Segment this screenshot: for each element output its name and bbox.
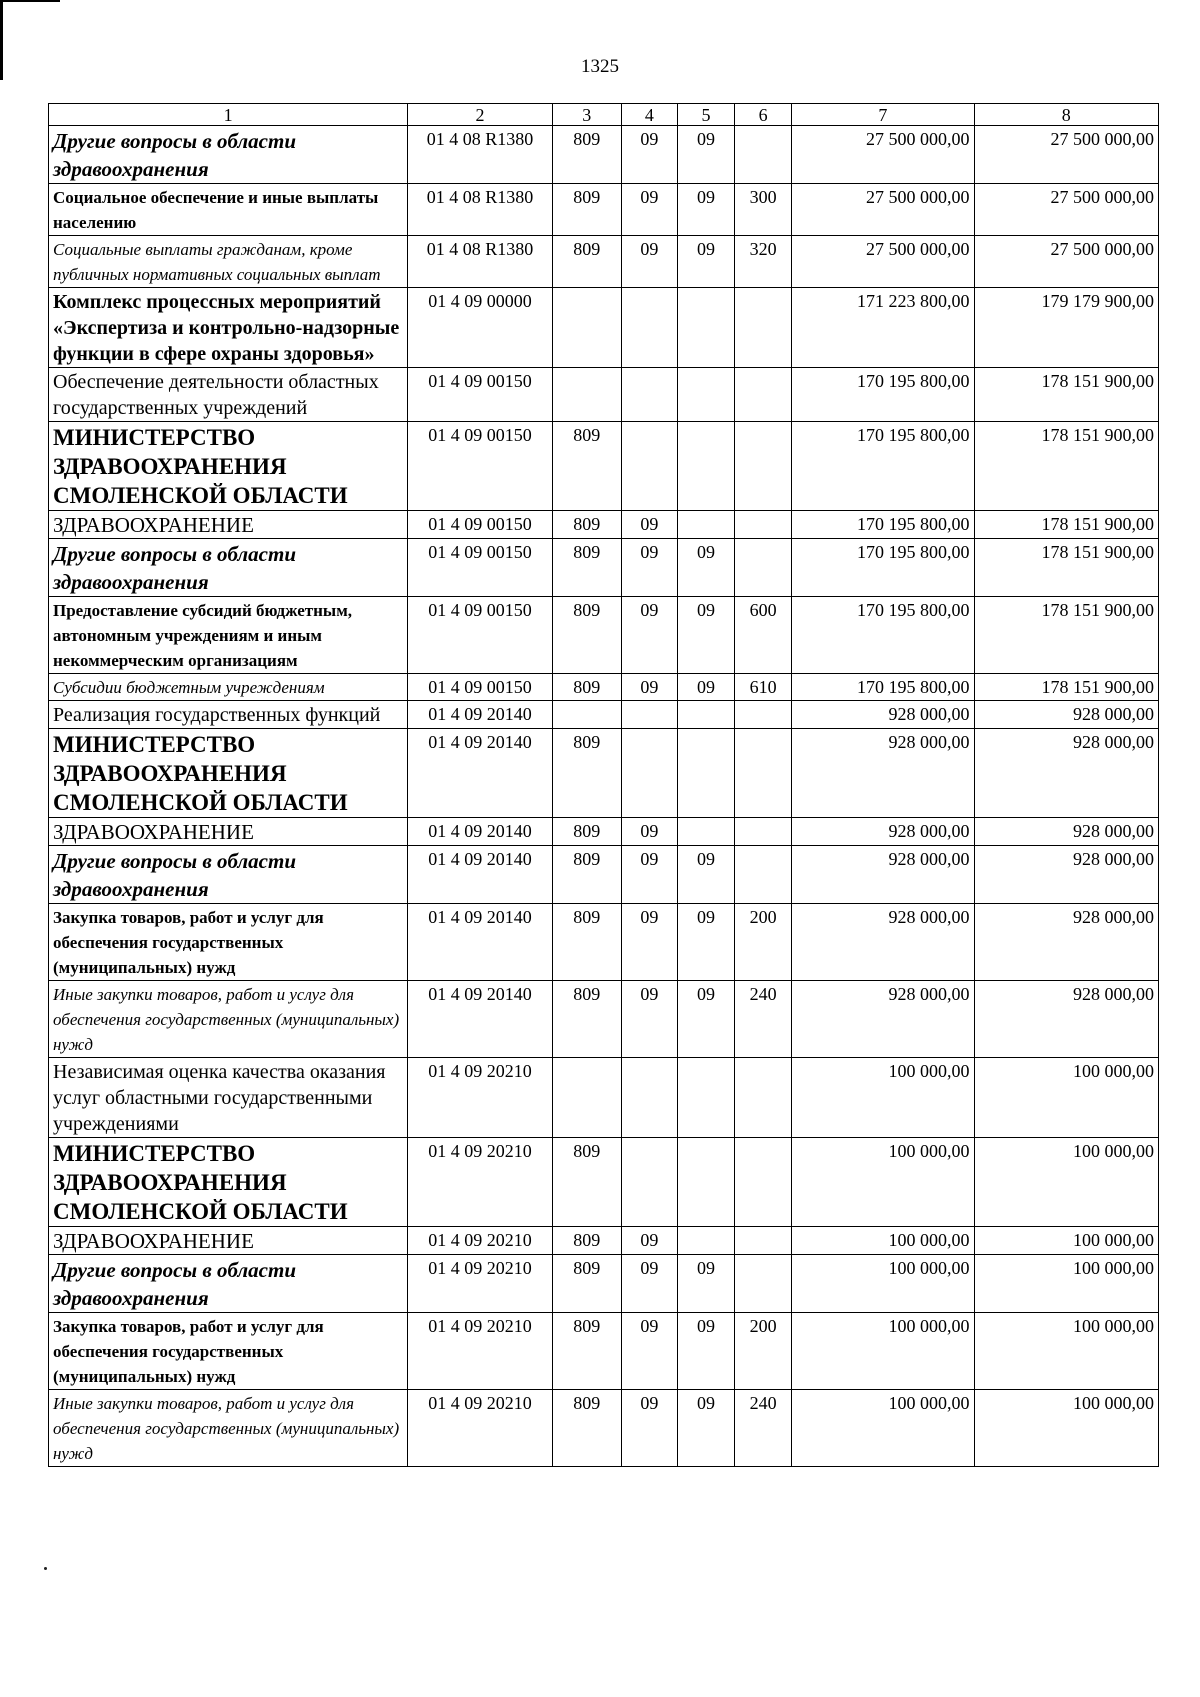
ministry-code-cell: [552, 288, 621, 368]
amount-col8-cell: 100 000,00: [974, 1390, 1159, 1467]
row-name-text: Комплекс процессных мероприятий «Экспертиза и контрольно-надзорные функции в сфере охраны здоровья»: [53, 291, 400, 365]
expense-type-cell: 320: [735, 236, 792, 288]
expense-type-cell: [735, 511, 792, 539]
target-code-cell: 01 4 09 00150: [408, 539, 553, 597]
amount-col7-cell: 170 195 800,00: [792, 674, 974, 701]
row-name-cell: [49, 126, 408, 184]
amount-col8-cell: 178 151 900,00: [974, 368, 1159, 422]
section-code-cell: [621, 1138, 677, 1227]
amount-col8-cell: 928 000,00: [974, 818, 1159, 846]
table-row: [49, 184, 1159, 236]
expense-type-cell: 240: [735, 981, 792, 1058]
subsection-code-cell: 09: [677, 184, 734, 236]
subsection-code-cell: [677, 818, 734, 846]
ministry-code-cell: 809: [552, 1255, 621, 1313]
subsection-code-cell: 09: [677, 1255, 734, 1313]
target-code-cell: 01 4 09 20210: [408, 1255, 553, 1313]
amount-col7-cell: 928 000,00: [792, 981, 974, 1058]
amount-col8-cell: 100 000,00: [974, 1313, 1159, 1390]
row-name-text: ЗДРАВООХРАНЕНИЕ: [53, 820, 254, 844]
amount-col8-cell: 178 151 900,00: [974, 422, 1159, 511]
target-code-cell: 01 4 09 20210: [408, 1313, 553, 1390]
amount-col8-cell: 178 151 900,00: [974, 511, 1159, 539]
amount-col8-cell: 179 179 900,00: [974, 288, 1159, 368]
row-name-text: МИНИСТЕРСТВО ЗДРАВООХРАНЕНИЯ СМОЛЕНСКОЙ ОБЛАСТИ: [53, 1141, 348, 1224]
amount-col7-cell: 100 000,00: [792, 1313, 974, 1390]
amount-col7-cell: 171 223 800,00: [792, 288, 974, 368]
subsection-code-cell: 09: [677, 539, 734, 597]
expense-type-cell: 200: [735, 904, 792, 981]
subsection-code-cell: [677, 1058, 734, 1138]
ministry-code-cell: 809: [552, 674, 621, 701]
budget-table: [48, 103, 1159, 1467]
section-code-cell: 09: [621, 511, 677, 539]
row-name-cell: [49, 539, 408, 597]
row-name-cell: [49, 1313, 408, 1390]
row-name-text: Другие вопросы в области здравоохранения: [53, 542, 297, 594]
amount-col7-cell: 27 500 000,00: [792, 184, 974, 236]
row-name-cell: [49, 184, 408, 236]
amount-col8-cell: 27 500 000,00: [974, 126, 1159, 184]
row-name-text: Другие вопросы в области здравоохранения: [53, 849, 297, 901]
header-cell: 5: [677, 104, 734, 126]
section-code-cell: 09: [621, 1255, 677, 1313]
row-name-text: Другие вопросы в области здравоохранения: [53, 129, 297, 181]
subsection-code-cell: [677, 1227, 734, 1255]
amount-col8-cell: 100 000,00: [974, 1058, 1159, 1138]
target-code-cell: 01 4 09 20140: [408, 846, 553, 904]
row-name-cell: [49, 981, 408, 1058]
target-code-cell: 01 4 09 20210: [408, 1138, 553, 1227]
section-code-cell: 09: [621, 904, 677, 981]
ministry-code-cell: [552, 368, 621, 422]
expense-type-cell: [735, 368, 792, 422]
section-code-cell: [621, 729, 677, 818]
amount-col7-cell: 928 000,00: [792, 846, 974, 904]
target-code-cell: 01 4 08 R1380: [408, 184, 553, 236]
target-code-cell: 01 4 09 00000: [408, 288, 553, 368]
row-name-cell: [49, 729, 408, 818]
expense-type-cell: 600: [735, 597, 792, 674]
row-name-text: Социальное обеспечение и иные выплаты населению: [53, 188, 379, 232]
row-name-cell: [49, 288, 408, 368]
subsection-code-cell: [677, 511, 734, 539]
section-code-cell: 09: [621, 184, 677, 236]
ministry-code-cell: 809: [552, 511, 621, 539]
target-code-cell: 01 4 09 20140: [408, 904, 553, 981]
table-row: [49, 701, 1159, 729]
section-code-cell: 09: [621, 597, 677, 674]
row-name-cell: [49, 422, 408, 511]
ministry-code-cell: 809: [552, 422, 621, 511]
table-row: [49, 981, 1159, 1058]
ministry-code-cell: 809: [552, 729, 621, 818]
subsection-code-cell: [677, 422, 734, 511]
row-name-cell: [49, 1255, 408, 1313]
subsection-code-cell: 09: [677, 126, 734, 184]
section-code-cell: 09: [621, 846, 677, 904]
table-row: [49, 1058, 1159, 1138]
target-code-cell: 01 4 09 20210: [408, 1390, 553, 1467]
scan-edge-mark: [0, 0, 60, 8]
subsection-code-cell: 09: [677, 236, 734, 288]
target-code-cell: 01 4 09 00150: [408, 368, 553, 422]
row-name-cell: [49, 236, 408, 288]
amount-col7-cell: 170 195 800,00: [792, 422, 974, 511]
expense-type-cell: [735, 422, 792, 511]
amount-col7-cell: 928 000,00: [792, 729, 974, 818]
subsection-code-cell: 09: [677, 597, 734, 674]
amount-col8-cell: 27 500 000,00: [974, 184, 1159, 236]
row-name-cell: [49, 1058, 408, 1138]
amount-col8-cell: 928 000,00: [974, 729, 1159, 818]
row-name-text: Реализация государственных функций: [53, 704, 381, 726]
target-code-cell: 01 4 09 20140: [408, 981, 553, 1058]
amount-col7-cell: 170 195 800,00: [792, 511, 974, 539]
table-row: [49, 422, 1159, 511]
target-code-cell: 01 4 09 20140: [408, 701, 553, 729]
expense-type-cell: [735, 539, 792, 597]
row-name-cell: [49, 1138, 408, 1227]
subsection-code-cell: [677, 368, 734, 422]
row-name-text: Иные закупки товаров, работ и услуг для обеспечения государственных (муниципальных) нужд: [53, 1394, 400, 1463]
amount-col8-cell: 27 500 000,00: [974, 236, 1159, 288]
row-name-text: МИНИСТЕРСТВО ЗДРАВООХРАНЕНИЯ СМОЛЕНСКОЙ ОБЛАСТИ: [53, 425, 348, 508]
table-row: [49, 729, 1159, 818]
table-row: [49, 288, 1159, 368]
subsection-code-cell: 09: [677, 846, 734, 904]
amount-col7-cell: 100 000,00: [792, 1390, 974, 1467]
amount-col8-cell: 100 000,00: [974, 1227, 1159, 1255]
row-name-cell: [49, 368, 408, 422]
target-code-cell: 01 4 09 00150: [408, 511, 553, 539]
row-name-cell: [49, 597, 408, 674]
row-name-cell: [49, 511, 408, 539]
row-name-cell: [49, 674, 408, 701]
subsection-code-cell: 09: [677, 904, 734, 981]
ministry-code-cell: 809: [552, 1138, 621, 1227]
ministry-code-cell: 809: [552, 184, 621, 236]
expense-type-cell: [735, 818, 792, 846]
scan-speck: [44, 1567, 47, 1570]
expense-type-cell: 300: [735, 184, 792, 236]
subsection-code-cell: 09: [677, 981, 734, 1058]
header-cell: 4: [621, 104, 677, 126]
row-name-text: Обеспечение деятельности областных государственных учреждений: [53, 371, 379, 419]
target-code-cell: 01 4 09 20140: [408, 729, 553, 818]
amount-col8-cell: 178 151 900,00: [974, 674, 1159, 701]
amount-col7-cell: 27 500 000,00: [792, 126, 974, 184]
subsection-code-cell: 09: [677, 674, 734, 701]
header-cell: 2: [408, 104, 553, 126]
table-row: [49, 818, 1159, 846]
header-cell: 6: [735, 104, 792, 126]
expense-type-cell: [735, 288, 792, 368]
table-row: [49, 1313, 1159, 1390]
section-code-cell: 09: [621, 1227, 677, 1255]
ministry-code-cell: [552, 1058, 621, 1138]
table-row: [49, 846, 1159, 904]
section-code-cell: [621, 1058, 677, 1138]
amount-col7-cell: 100 000,00: [792, 1138, 974, 1227]
amount-col8-cell: 178 151 900,00: [974, 597, 1159, 674]
ministry-code-cell: 809: [552, 236, 621, 288]
section-code-cell: [621, 368, 677, 422]
section-code-cell: 09: [621, 1313, 677, 1390]
amount-col8-cell: 928 000,00: [974, 981, 1159, 1058]
table-row: [49, 1255, 1159, 1313]
row-name-cell: [49, 1227, 408, 1255]
ministry-code-cell: 809: [552, 126, 621, 184]
expense-type-cell: [735, 846, 792, 904]
table-row: [49, 126, 1159, 184]
target-code-cell: 01 4 09 20210: [408, 1227, 553, 1255]
section-code-cell: 09: [621, 981, 677, 1058]
header-cell: 8: [974, 104, 1159, 126]
section-code-cell: 09: [621, 236, 677, 288]
expense-type-cell: [735, 701, 792, 729]
subsection-code-cell: 09: [677, 1390, 734, 1467]
row-name-cell: [49, 1390, 408, 1467]
amount-col8-cell: 100 000,00: [974, 1138, 1159, 1227]
row-name-text: Закупка товаров, работ и услуг для обеспечения государственных (муниципальных) нужд: [53, 1317, 324, 1386]
ministry-code-cell: 809: [552, 1313, 621, 1390]
target-code-cell: 01 4 09 00150: [408, 597, 553, 674]
expense-type-cell: 240: [735, 1390, 792, 1467]
target-code-cell: 01 4 09 20210: [408, 1058, 553, 1138]
row-name-text: Другие вопросы в области здравоохранения: [53, 1258, 297, 1310]
amount-col7-cell: 928 000,00: [792, 818, 974, 846]
table-row: [49, 1390, 1159, 1467]
expense-type-cell: 200: [735, 1313, 792, 1390]
amount-col8-cell: 928 000,00: [974, 846, 1159, 904]
table-row: [49, 597, 1159, 674]
table-row: [49, 904, 1159, 981]
row-name-text: ЗДРАВООХРАНЕНИЕ: [53, 513, 254, 537]
section-code-cell: [621, 701, 677, 729]
section-code-cell: 09: [621, 674, 677, 701]
row-name-text: Закупка товаров, работ и услуг для обеспечения государственных (муниципальных) нужд: [53, 908, 324, 977]
expense-type-cell: [735, 1227, 792, 1255]
amount-col7-cell: 170 195 800,00: [792, 368, 974, 422]
ministry-code-cell: 809: [552, 904, 621, 981]
amount-col7-cell: 100 000,00: [792, 1227, 974, 1255]
row-name-cell: [49, 846, 408, 904]
amount-col7-cell: 170 195 800,00: [792, 539, 974, 597]
header-cell: 3: [552, 104, 621, 126]
expense-type-cell: [735, 126, 792, 184]
amount-col8-cell: 928 000,00: [974, 701, 1159, 729]
target-code-cell: 01 4 08 R1380: [408, 236, 553, 288]
amount-col7-cell: 928 000,00: [792, 701, 974, 729]
expense-type-cell: [735, 1255, 792, 1313]
ministry-code-cell: [552, 701, 621, 729]
row-name-text: ЗДРАВООХРАНЕНИЕ: [53, 1229, 254, 1253]
row-name-text: Субсидии бюджетным учреждениям: [53, 678, 325, 697]
row-name-text: МИНИСТЕРСТВО ЗДРАВООХРАНЕНИЯ СМОЛЕНСКОЙ ОБЛАСТИ: [53, 732, 348, 815]
section-code-cell: [621, 422, 677, 511]
ministry-code-cell: 809: [552, 539, 621, 597]
table-row: [49, 539, 1159, 597]
ministry-code-cell: 809: [552, 846, 621, 904]
ministry-code-cell: 809: [552, 981, 621, 1058]
expense-type-cell: [735, 1058, 792, 1138]
table-row: [49, 1138, 1159, 1227]
amount-col7-cell: 100 000,00: [792, 1058, 974, 1138]
section-code-cell: 09: [621, 126, 677, 184]
ministry-code-cell: 809: [552, 1227, 621, 1255]
table-row: [49, 368, 1159, 422]
ministry-code-cell: 809: [552, 597, 621, 674]
expense-type-cell: [735, 1138, 792, 1227]
target-code-cell: 01 4 09 20140: [408, 818, 553, 846]
target-code-cell: 01 4 08 R1380: [408, 126, 553, 184]
page-number: 1325: [581, 56, 619, 77]
section-code-cell: 09: [621, 539, 677, 597]
amount-col7-cell: 100 000,00: [792, 1255, 974, 1313]
subsection-code-cell: [677, 288, 734, 368]
section-code-cell: [621, 288, 677, 368]
amount-col8-cell: 928 000,00: [974, 904, 1159, 981]
row-name-cell: [49, 904, 408, 981]
amount-col7-cell: 928 000,00: [792, 904, 974, 981]
section-code-cell: 09: [621, 1390, 677, 1467]
subsection-code-cell: [677, 729, 734, 818]
table-row: [49, 511, 1159, 539]
amount-col8-cell: 100 000,00: [974, 1255, 1159, 1313]
row-name-cell: [49, 818, 408, 846]
table-header-row: [49, 104, 1159, 126]
table-row: [49, 1227, 1159, 1255]
section-code-cell: 09: [621, 818, 677, 846]
table-row: [49, 236, 1159, 288]
table-row: [49, 674, 1159, 701]
row-name-text: Иные закупки товаров, работ и услуг для обеспечения государственных (муниципальных) нужд: [53, 985, 400, 1054]
subsection-code-cell: [677, 1138, 734, 1227]
row-name-text: Независимая оценка качества оказания услуг областными государственными учреждениями: [53, 1061, 386, 1135]
target-code-cell: 01 4 09 00150: [408, 674, 553, 701]
row-name-text: Социальные выплаты гражданам, кроме публичных нормативных социальных выплат: [53, 240, 381, 284]
expense-type-cell: [735, 729, 792, 818]
amount-col8-cell: 178 151 900,00: [974, 539, 1159, 597]
target-code-cell: 01 4 09 00150: [408, 422, 553, 511]
header-cell: 1: [49, 104, 408, 126]
header-cell: 7: [792, 104, 974, 126]
ministry-code-cell: 809: [552, 818, 621, 846]
ministry-code-cell: 809: [552, 1390, 621, 1467]
row-name-text: Предоставление субсидий бюджетным, автономным учреждениям и иным некоммерческим организациям: [53, 601, 353, 670]
amount-col7-cell: 170 195 800,00: [792, 597, 974, 674]
row-name-cell: [49, 701, 408, 729]
subsection-code-cell: 09: [677, 1313, 734, 1390]
amount-col7-cell: 27 500 000,00: [792, 236, 974, 288]
expense-type-cell: 610: [735, 674, 792, 701]
subsection-code-cell: [677, 701, 734, 729]
